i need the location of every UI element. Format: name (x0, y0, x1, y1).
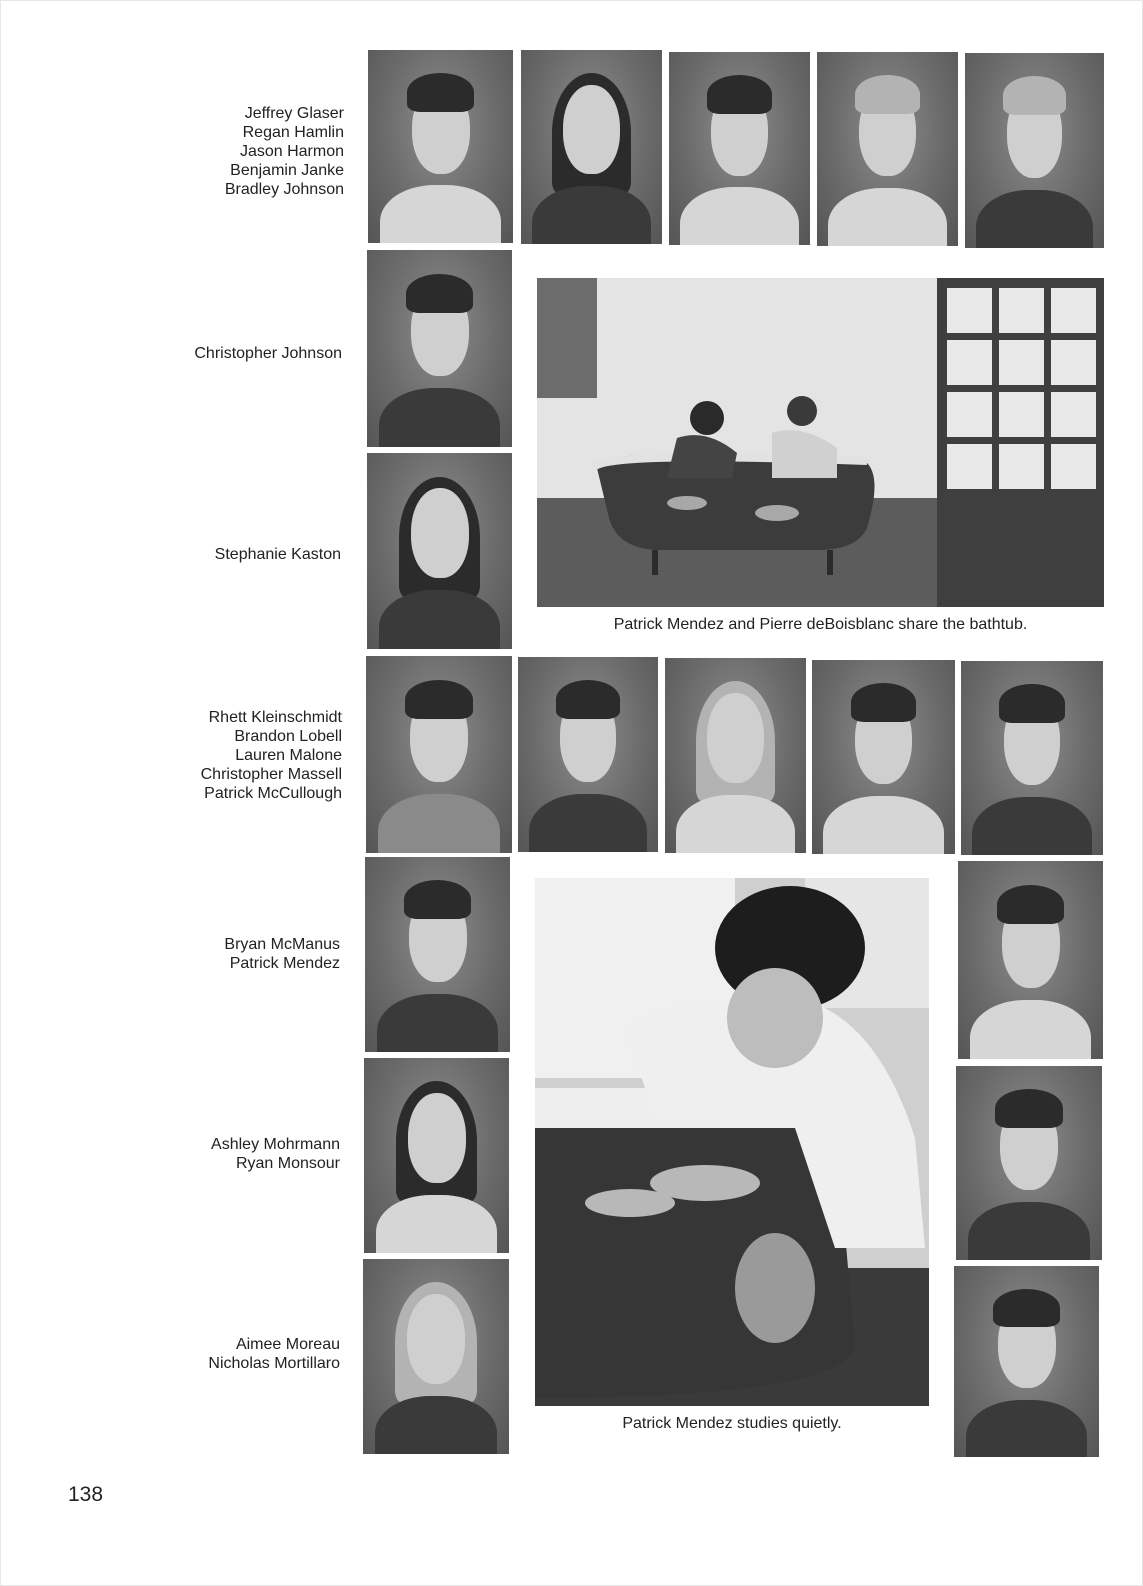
student-portrait (956, 1066, 1102, 1260)
student-name: Ryan Monsour (235, 1155, 340, 1172)
student-name: Aimee Moreau (235, 1336, 340, 1353)
student-name: Christopher Massell (200, 766, 342, 783)
student-name: Christopher Johnson (194, 345, 342, 362)
student-name: Lauren Malone (235, 747, 342, 764)
bathtub-scene-illustration (537, 278, 1104, 607)
student-name: Stephanie Kaston (214, 546, 341, 563)
names-group-6 (211, 1135, 340, 1173)
student-portrait (365, 857, 510, 1052)
student-name: Benjamin Janke (230, 162, 344, 179)
student-portrait (965, 53, 1104, 248)
candid-photo-studying (535, 878, 929, 1406)
student-portrait (366, 656, 512, 853)
student-portrait (961, 661, 1103, 855)
candid-caption-studying: Patrick Mendez studies quietly. (622, 1415, 842, 1432)
student-portrait (954, 1266, 1099, 1457)
student-portrait (363, 1259, 509, 1454)
page-number: 138 (68, 1483, 104, 1506)
names-group-1 (225, 104, 344, 199)
studying-scene-illustration (535, 878, 929, 1406)
names-group-7 (208, 1335, 340, 1373)
student-name: Patrick Mendez (229, 955, 340, 972)
student-name: Bryan McManus (224, 936, 340, 953)
student-name: Regan Hamlin (242, 124, 344, 141)
names-group-3 (215, 545, 341, 564)
student-name: Nicholas Mortillaro (208, 1355, 340, 1372)
names-group-4 (201, 708, 342, 803)
student-name: Ashley Mohrmann (211, 1136, 340, 1153)
student-portrait (958, 861, 1103, 1059)
student-portrait (518, 657, 658, 852)
student-name: Jason Harmon (239, 143, 344, 160)
student-portrait (665, 658, 806, 853)
student-name: Brandon Lobell (234, 728, 342, 745)
student-portrait (669, 52, 810, 245)
candid-caption-bathtub: Patrick Mendez and Pierre deBoisblanc share the bathtub. (613, 616, 1028, 633)
student-portrait (812, 660, 955, 854)
student-portrait (367, 453, 512, 649)
student-portrait (364, 1058, 509, 1253)
names-group-5 (224, 935, 340, 973)
student-portrait (368, 50, 513, 243)
student-name: Jeffrey Glaser (244, 105, 344, 122)
student-name: Bradley Johnson (224, 181, 344, 198)
candid-photo-bathtub (537, 278, 1104, 607)
student-portrait (521, 50, 662, 244)
student-name: Patrick McCullough (204, 785, 342, 802)
student-name: Rhett Kleinschmidt (208, 709, 342, 726)
names-group-2 (194, 344, 342, 363)
student-portrait (367, 250, 512, 447)
student-portrait (817, 52, 958, 246)
